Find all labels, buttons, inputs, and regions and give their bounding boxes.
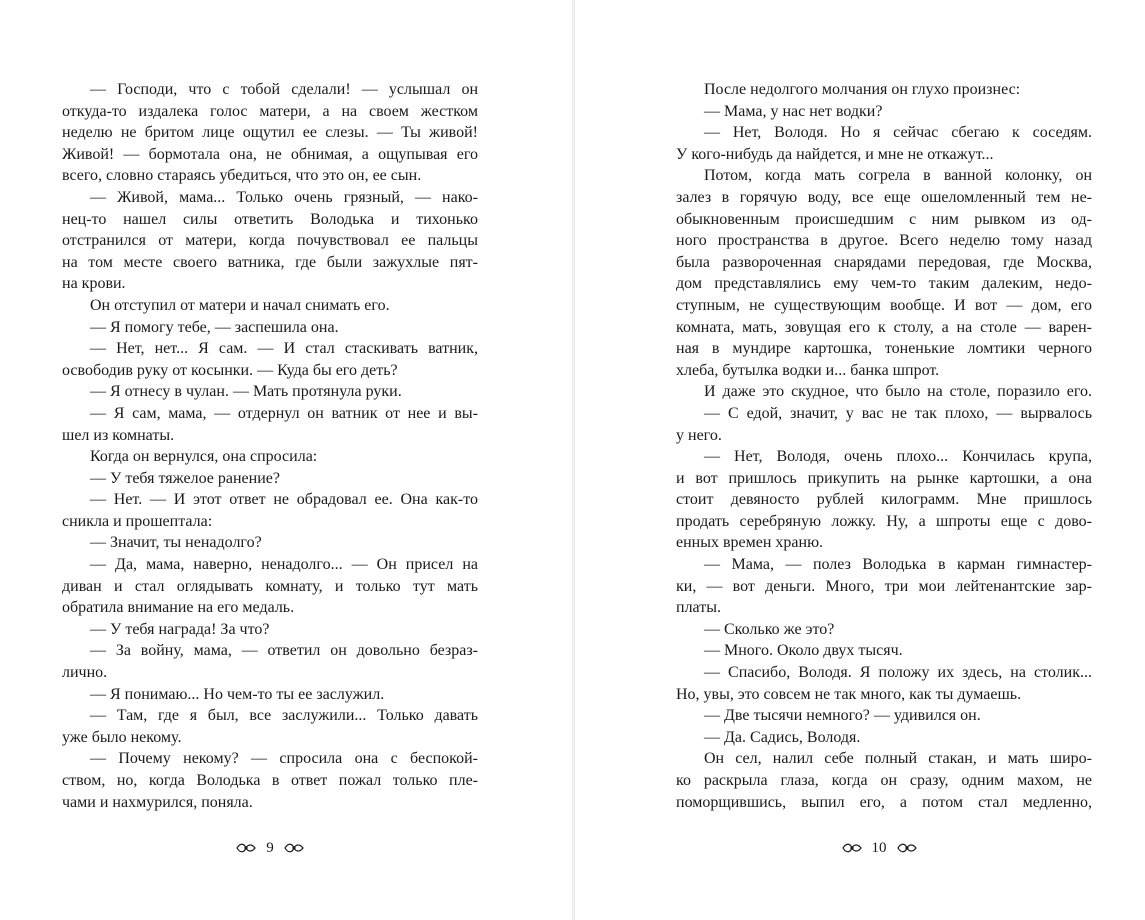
text-line: — Нет, Володя. Но я сейчас сбегаю к соседям. xyxy=(704,124,1092,142)
text-line: енных времен храню. xyxy=(676,534,824,552)
text-line: Он сел, налил себе полный стакан, и мать широ- xyxy=(704,750,1092,768)
text-line: — Мама, у нас нет водки? xyxy=(704,102,883,120)
text-line: хлеба, бутылка водки и... банка шпрот. xyxy=(676,361,940,379)
text-line: После недолгого молчания он глухо произнес: xyxy=(704,81,1021,98)
text-line: ко раскрыла глаза, когда он сразу, одним махом, не xyxy=(676,772,1092,789)
text-line: У кого-нибудь да найдется, и мне не откажут... xyxy=(676,145,994,163)
page-number: 9 xyxy=(266,840,274,856)
page-number: 10 xyxy=(871,840,887,856)
text-line: платы. xyxy=(676,599,721,617)
text-line: ного пространства в другое. Всего неделю тому назад xyxy=(676,232,1092,250)
text-line: обратила внимание на его медаль. xyxy=(62,599,295,617)
text-line: освободив руку от косынки. — Куда бы его деть? xyxy=(62,361,398,379)
text-line: — С едой, значит, у вас не так плохо, — вырвалось xyxy=(704,404,1092,422)
text-line: дом представлялись ему чем-то таким далеким, недо- xyxy=(676,275,1092,293)
text-line: — Я понимаю... Но чем-то ты ее заслужил. xyxy=(90,685,385,703)
text-line: комната, мать, зовущая его к столу, а на столе — варен- xyxy=(676,318,1092,336)
fleuron-right-icon xyxy=(896,840,918,856)
text-line: уже было некому. xyxy=(62,728,182,746)
right-page-folio xyxy=(575,838,1145,858)
text-line: ки, — вот деньги. Много, три мои лейтенантские зар- xyxy=(676,577,1092,595)
text-line: ступным, не существующим вообще. И вот — дом, его xyxy=(676,296,1092,314)
text-line: — Спасибо, Володя. Я положу их здесь, на столик... xyxy=(704,664,1092,682)
text-line: ная в мундире картошка, тоненькие ломтики черного xyxy=(676,340,1092,358)
text-line: сникла и прошептала: xyxy=(62,512,213,530)
text-line: продать серебряную ложку. Ну, а шпроты еще с дово- xyxy=(676,512,1092,530)
text-line: обыкновенным происшедшим с ним рывком из од- xyxy=(676,210,1092,228)
text-line: поморщившись, выпил его, а потом стал медленно, xyxy=(676,793,1092,811)
text-line: чами и нахмурился, поняла. xyxy=(62,793,253,811)
text-line: — У тебя награда! За что? xyxy=(90,620,270,638)
text-line: И даже это скудное, что было на столе, поразило его. xyxy=(704,383,1092,401)
text-line: всего, словно стараясь убедиться, что это он, ее сын. xyxy=(62,167,422,185)
left-page-folio xyxy=(0,838,540,858)
text-line: отстранился от матери, когда почувствовал ее пальцы xyxy=(62,232,478,250)
text-line: шел из комнаты. xyxy=(62,426,175,444)
text-line: — Да. Садись, Володя. xyxy=(704,728,861,746)
text-line: была развороченная снарядами передовая, где Москва, xyxy=(676,253,1092,271)
text-line: — Значит, ты ненадолго? xyxy=(90,534,262,552)
text-line: — За войну, мама, — ответил он довольно безраз- xyxy=(90,642,478,660)
text-line: Потом, когда мать согрела в ванной колонку, он xyxy=(704,167,1092,185)
text-line: Живой! — бормотала она, не обнимая, а ощупывая его xyxy=(62,145,478,163)
text-line: откуда-то издалека голос матери, а на своем жестком xyxy=(62,102,478,120)
text-line: — Там, где я был, все заслужили... Только давать xyxy=(90,707,478,725)
text-line: — Почему некому? — спросила она с беспокой- xyxy=(90,750,478,768)
text-line: ством, но, когда Володька в ответ пожал только пле- xyxy=(62,772,478,789)
left-page-text xyxy=(62,79,478,813)
text-line: — Господи, что с тобой сделали! — услышал он xyxy=(90,81,478,98)
text-line: — Живой, мама... Только очень грязный, — нако- xyxy=(90,188,478,206)
text-line: лично. xyxy=(62,664,108,682)
text-line: — Я сам, мама, — отдернул он ватник от нее и вы- xyxy=(90,404,478,422)
text-line: — Много. Около двух тысяч. xyxy=(704,642,903,660)
text-line: — Нет, Володя, очень плохо... Кончилась крупа, xyxy=(704,448,1092,466)
text-line: — Я помогу тебе, — заспешила она. xyxy=(90,318,339,336)
text-line: залез в горячую воду, все еще ошеломленный тем не- xyxy=(676,188,1092,206)
fleuron-left-icon xyxy=(841,840,863,856)
text-line: на том месте своего ватника, где были зажухлые пят- xyxy=(62,253,478,271)
text-line: — Я отнесу в чулан. — Мать протянула руки. xyxy=(90,383,402,401)
text-line: — Мама, — полез Володька в карман гимнастер- xyxy=(704,556,1092,574)
text-line: диван и стал оглядывать комнату, и только тут мать xyxy=(62,577,478,595)
text-line: Но, увы, это совсем не так много, как ты думаешь. xyxy=(676,685,1022,703)
fleuron-right-icon xyxy=(283,840,305,856)
text-line: — Нет. — И этот ответ не обрадовал ее. Она как-то xyxy=(90,491,478,509)
text-line: — Сколько же это? xyxy=(704,620,835,638)
text-line: у него. xyxy=(676,426,722,444)
right-page-text xyxy=(676,79,1092,813)
text-line: стоит девяносто рублей килограмм. Мне пришлось xyxy=(676,491,1092,509)
text-line: — У тебя тяжелое ранение? xyxy=(90,469,280,487)
text-line: на крови. xyxy=(62,275,126,293)
text-line: Когда он вернулся, она спросила: xyxy=(90,448,318,466)
text-line: — Две тысячи немного? — удивился он. xyxy=(704,707,981,725)
text-line: — Нет, нет... Я сам. — И стал стаскивать ватник, xyxy=(90,340,478,358)
text-line: Он отступил от матери и начал снимать его. xyxy=(90,296,390,314)
fleuron-left-icon xyxy=(235,840,257,856)
text-line: нец-то нашел силы ответить Володька и тихонько xyxy=(62,210,478,228)
text-line: и вот пришлось прикупить на рынке картошки, а она xyxy=(676,469,1092,487)
left-page xyxy=(0,0,572,920)
text-line: — Да, мама, наверно, ненадолго... — Он присел на xyxy=(90,556,478,574)
right-page xyxy=(575,0,1145,920)
text-line: неделю не бритом лице ощутил ее слезы. — Ты живой! xyxy=(62,124,478,142)
